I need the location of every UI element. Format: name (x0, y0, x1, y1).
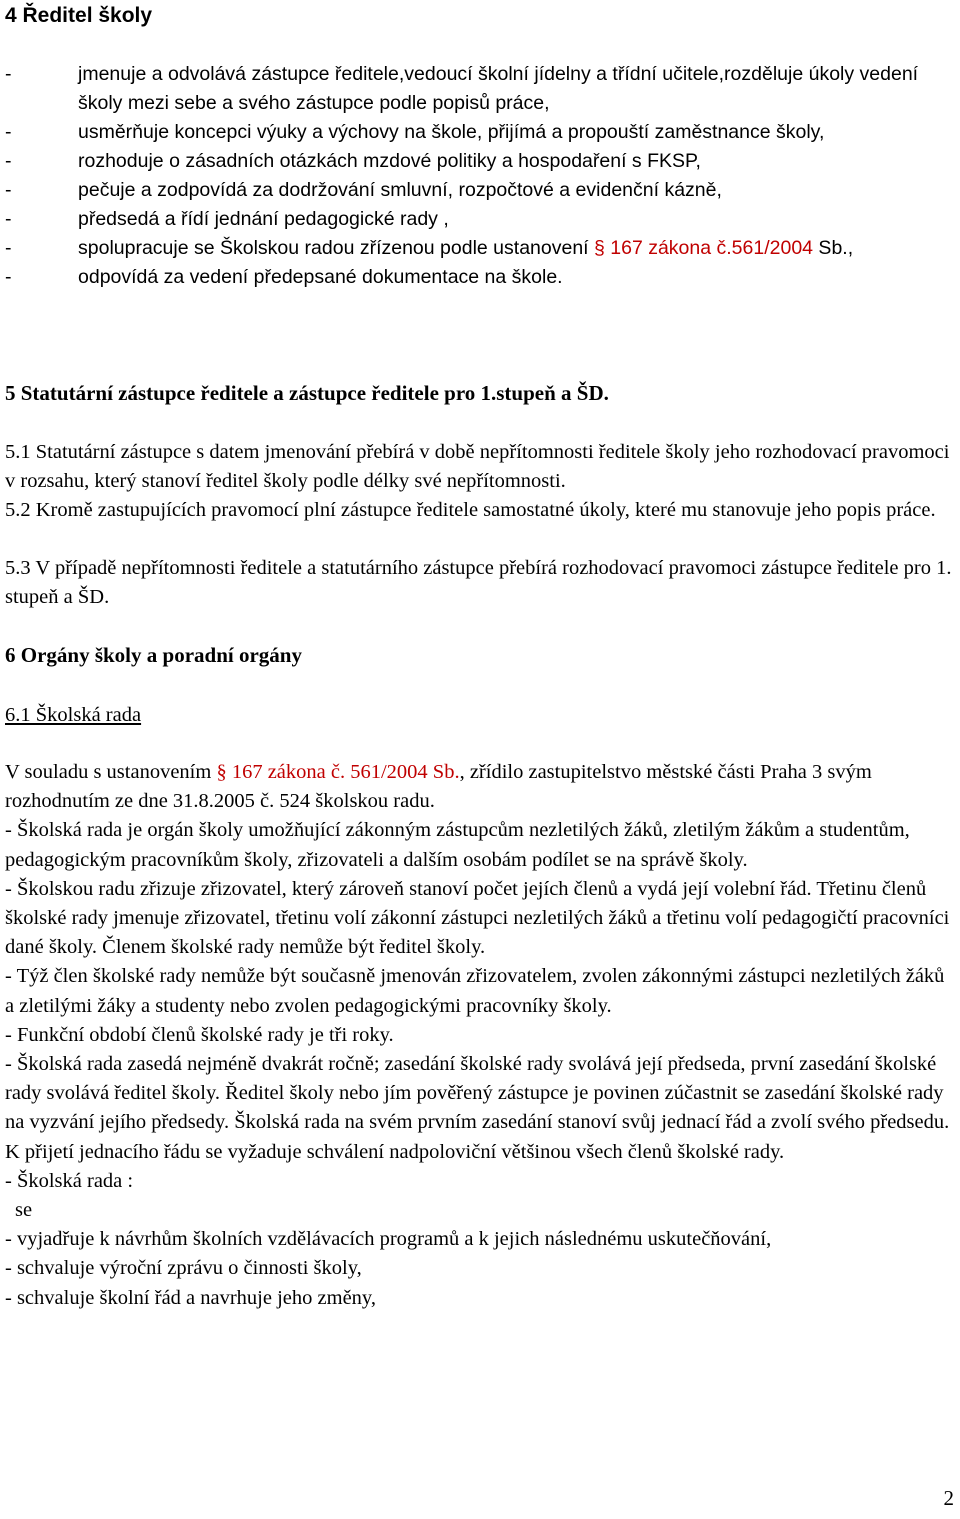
list-dash: - (5, 121, 12, 143)
paragraph: - Školská rada zasedá nejméně dvakrát ročně; zasedání školské rady svolává její předseda, první zasedání školské rady svolává ředitel školy. Ředitel školy nebo jím pověřený zástupce je povinen zúčastnit se zasedání školské rady na vyzvání jejího předsedy. Školská rada na svém prvním zasedání stanoví svůj jednací řád a zvolí svého předsedu. K přijetí jednacího řádu se vyžaduje schválení nadpoloviční většinou všech členů školské rady. (5, 1053, 950, 1163)
list-dash: - (5, 208, 12, 230)
list-dash: - (5, 150, 12, 172)
paragraph: - schvaluje výroční zprávu o činnosti školy, (5, 1257, 362, 1280)
list-dash: - (5, 266, 12, 288)
list-item (5, 176, 955, 205)
list-item-text-end: Sb., (813, 237, 854, 259)
list-item-text: předsedá a řídí jednání pedagogické rady , (78, 208, 449, 230)
paragraph: se (15, 1199, 33, 1222)
list-item-text: usměrňuje koncepci výuky a výchovy na škole, přijímá a propouští zaměstnance školy, (78, 121, 825, 143)
section-5-heading: 5 Statutární zástupce ředitele a zástupce ředitele pro 1.stupeň a ŠD. (5, 381, 609, 405)
paragraph: - Funkční období členů školské rady je tři roky. (5, 1023, 394, 1046)
paragraph: - schvaluje školní řád a navrhuje jeho změny, (5, 1286, 376, 1309)
list-item (5, 60, 955, 118)
list-item (5, 263, 955, 292)
list-dash: - (5, 63, 12, 85)
list-item-text: rozhoduje o zásadních otázkách mzdové politiky a hospodaření s FKSP, (78, 150, 701, 172)
list-item-text: spolupracuje se Školskou radou zřízenou podle ustanovení (78, 237, 594, 259)
paragraph-5-2: 5.2 Kromě zastupujících pravomocí plní zástupce ředitele samostatné úkoly, které mu stanovuje jeho popis práce. (5, 499, 936, 521)
paragraph: - Školskou radu zřizuje zřizovatel, který zároveň stanoví počet jejích členů a vydá její volební řád. Třetinu členů školské rady jmenuje zřizovatel, třetinu volí zákonní zástupci nezletilých žáků a třetinu volí pedagogičtí pracovníci dané školy. Členem školské rady nemůže být ředitel školy. (5, 877, 950, 959)
list-dash: - (5, 179, 12, 201)
director-duties-list (5, 60, 955, 292)
law-reference-link[interactable]: § 167 zákona č. 561/2004 Sb. (216, 761, 460, 783)
school-council-text (5, 758, 955, 1313)
list-item (5, 234, 955, 263)
paragraph: - vyjadřuje k návrhům školních vzdělávacích programů a k jejich následnému uskutečňování, (5, 1228, 772, 1251)
intro-text-end: , zřídilo zastupitelstvo městské části Praha 3 svým rozhodnutím ze dne 31.8.2005 č. 524 školskou radu. (5, 761, 872, 813)
list-item-text: jmenuje a odvolává zástupce ředitele,vedoucí školní jídelny a třídní učitele,rozděluje úkoly vedení školy mezi sebe a svého zástupce podle popisů práce, (78, 63, 919, 114)
paragraph: - Školská rada je orgán školy umožňující zákonným zástupcům nezletilých žáků, zletilým žákům a studentům, pedagogickým pracovníkům školy, zřizovateli a dalším osobám podílet se na správě školy. (5, 819, 910, 871)
list-item (5, 205, 955, 234)
list-item-text: odpovídá za vedení předepsané dokumentace na škole. (78, 266, 563, 288)
law-reference-link[interactable]: § 167 zákona č.561/2004 (594, 237, 814, 259)
intro-paragraph (5, 758, 955, 816)
page-number: 2 (943, 1486, 954, 1510)
list-dash: - (5, 237, 12, 259)
paragraph: - Týž člen školské rady nemůže být současně jmenován zřizovatelem, zvolen zákonnými zástupci nezletilých žáků a zletilými žáky a studenty nebo zvolen pedagogickými pracovníky školy. (5, 965, 945, 1017)
list-item (5, 118, 955, 147)
subsection-6-1-heading: 6.1 Školská rada (5, 704, 142, 726)
paragraph: - Školská rada : (5, 1169, 134, 1192)
section-6-heading: 6 Orgány školy a poradní orgány (5, 643, 302, 667)
paragraph-5-3: 5.3 V případě nepřítomnosti ředitele a statutárního zástupce přebírá rozhodovací pravomoci zástupce ředitele pro 1. stupeň a ŠD. (5, 557, 952, 608)
list-item (5, 147, 955, 176)
section-4-heading: 4 Ředitel školy (5, 4, 153, 27)
list-item-text: pečuje a zodpovídá za dodržování smluvní, rozpočtové a evidenční kázně, (78, 179, 722, 201)
paragraph-5-1: 5.1 Statutární zástupce s datem jmenování přebírá v době nepřítomnosti ředitele školy jeho rozhodovací pravomoci v rozsahu, který stanoví ředitel školy podle délky své nepřítomnosti. (5, 441, 950, 492)
intro-text: V souladu s ustanovením (5, 761, 217, 783)
